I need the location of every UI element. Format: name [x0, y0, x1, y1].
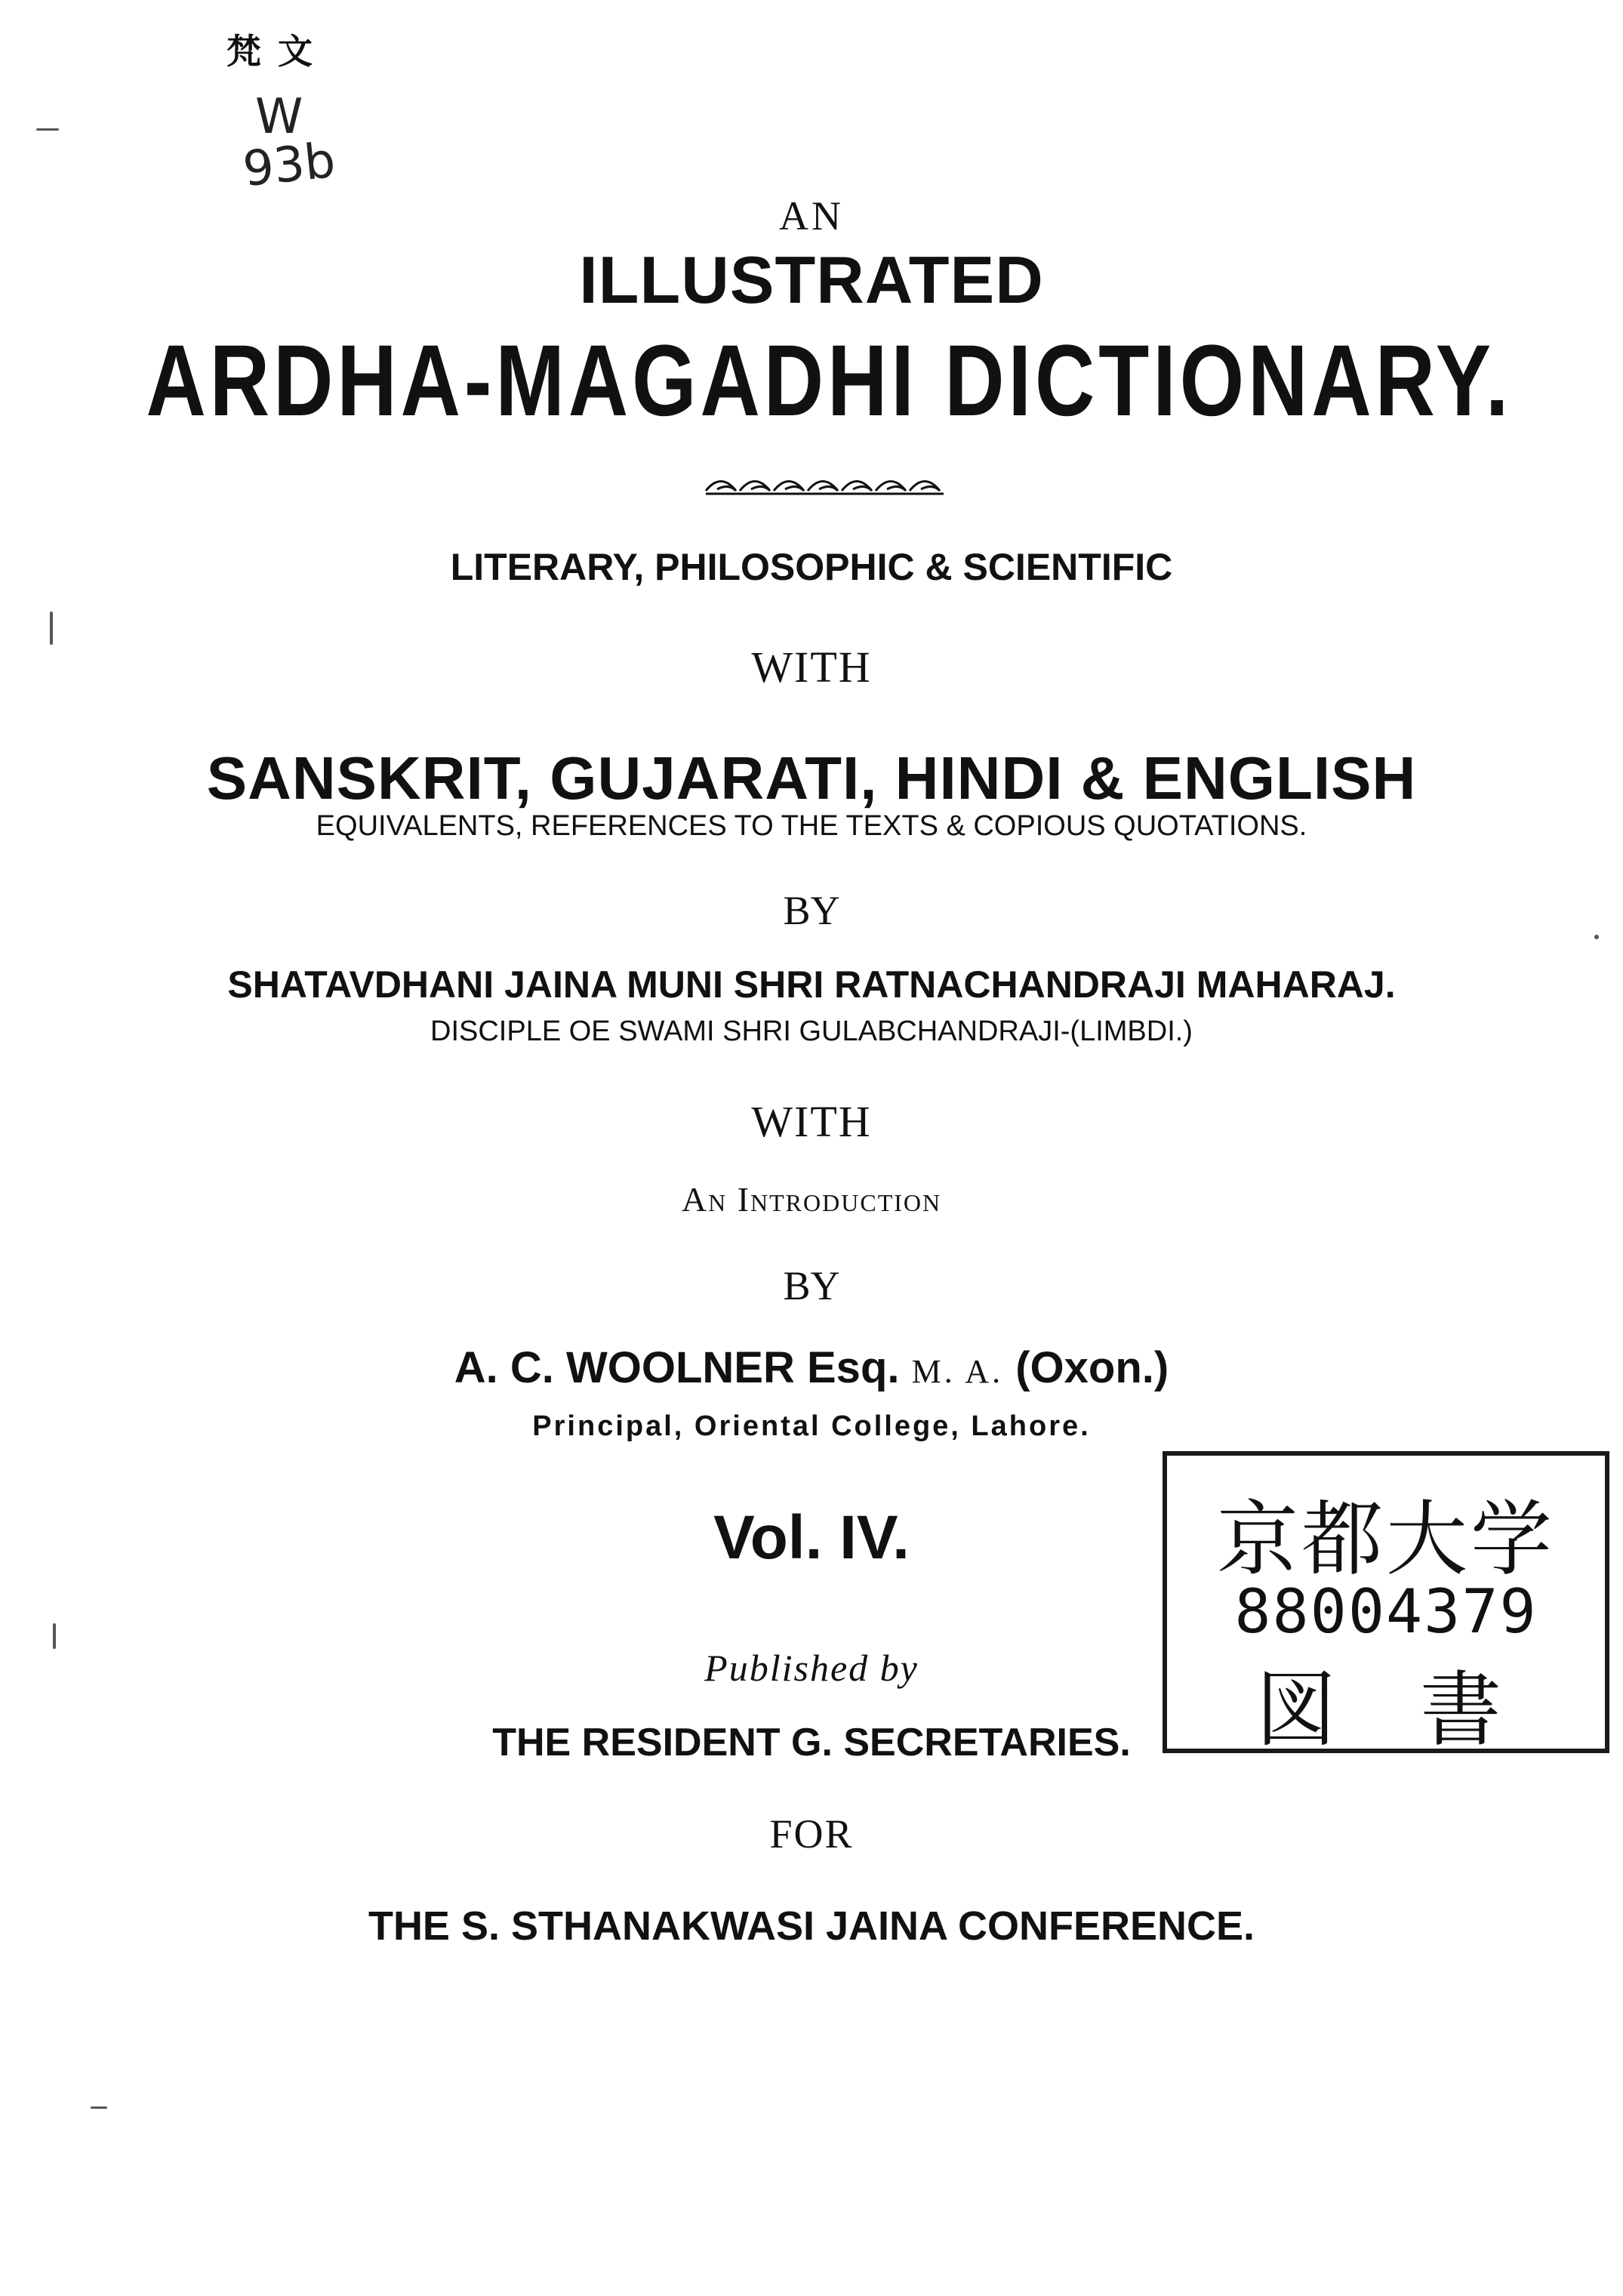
- published-by: Published by: [704, 1647, 919, 1689]
- scan-speck: [53, 1623, 56, 1649]
- with-line-2: WITH: [751, 1097, 872, 1146]
- main-title: ARDHA-MAGADHI DICTIONARY.: [146, 325, 1513, 437]
- title-article: AN: [779, 193, 844, 239]
- ornament-divider: [702, 468, 951, 498]
- by-line-2: BY: [783, 1263, 840, 1308]
- for-line: FOR: [769, 1811, 854, 1857]
- title-illustrated: ILLUSTRATED: [579, 242, 1044, 317]
- by-line-1: BY: [783, 888, 840, 933]
- stamp-institution: 京都大学: [1216, 1493, 1555, 1587]
- author-name: SHATAVDHANI JAINA MUNI SHRI RATNACHANDRAJI MAHARAJ.: [227, 963, 1396, 1006]
- equivalents-line: EQUIVALENTS, REFERENCES TO THE TEXTS & COPIOUS QUOTATIONS.: [316, 810, 1307, 842]
- shelf-letter: W: [255, 89, 303, 145]
- stamp-accession-number: 88004379: [1234, 1576, 1538, 1647]
- introducer-college: (Oxon.): [1015, 1343, 1169, 1392]
- scan-speck: [1594, 935, 1599, 939]
- volume-number: Vol. IV.: [713, 1503, 910, 1572]
- introducer-degree: M. A.: [911, 1353, 1004, 1390]
- introduction-line: An Introduction: [681, 1180, 942, 1219]
- introducer-name: A. C. WOOLNER Esq.: [454, 1343, 900, 1392]
- shelf-number: 93b: [240, 132, 338, 199]
- scan-speck: [36, 128, 59, 131]
- scan-speck: [50, 612, 53, 645]
- conference: THE S. STHANAKWASI JAINA CONFERENCE.: [368, 1903, 1255, 1949]
- author-discipleship: DISCIPLE OE SWAMI SHRI GULABCHANDRAJI-(LIMBDI.): [430, 1015, 1193, 1047]
- scan-speck: [91, 2106, 107, 2109]
- introducer-position: Principal, Oriental College, Lahore.: [532, 1410, 1091, 1442]
- catalog-mark: [226, 24, 338, 199]
- stamp-label: 図書: [1255, 1663, 1585, 1758]
- catalog-characters: 梵文: [226, 31, 329, 72]
- with-line-1: WITH: [751, 643, 872, 692]
- introducer: [0, 1342, 1623, 1393]
- publisher: THE RESIDENT G. SECRETARIES.: [492, 1721, 1131, 1764]
- subtitle: LITERARY, PHILOSOPHIC & SCIENTIFIC: [450, 546, 1173, 588]
- languages: SANSKRIT, GUJARATI, HINDI & ENGLISH: [206, 744, 1417, 812]
- library-stamp: [1163, 1451, 1609, 1758]
